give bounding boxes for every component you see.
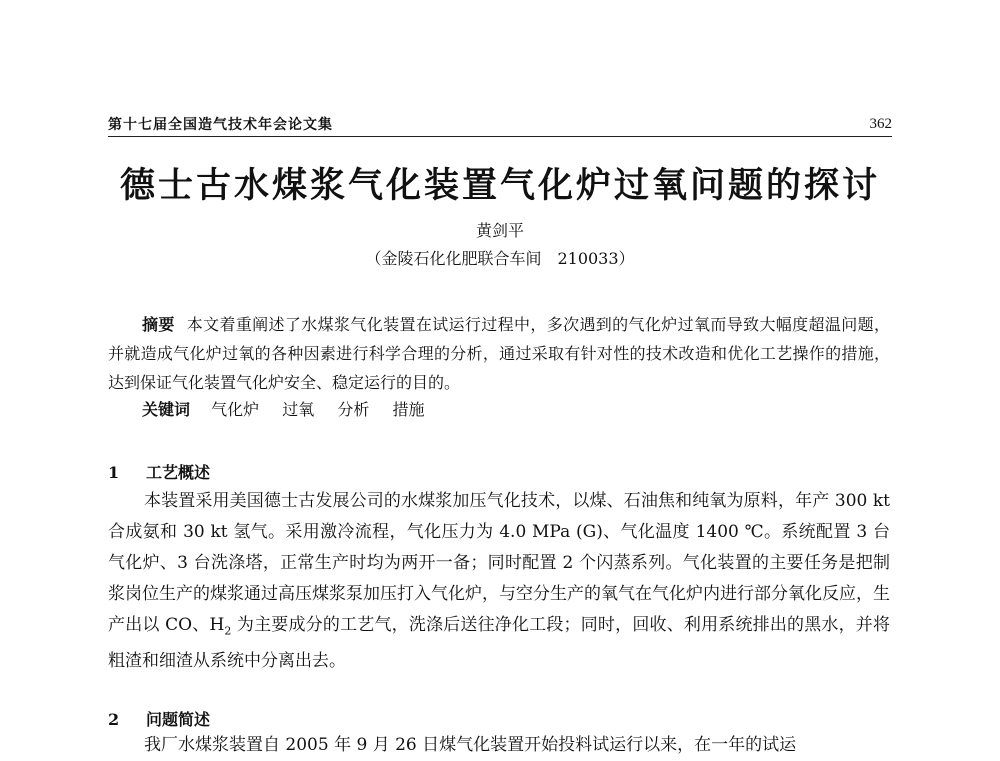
- paragraph-text: 为主要成分的工艺气，洗涤后送往净化工段；同时，回收、利用系统排出的黑水，并将粗渣和细渣从系统中分离出去。: [108, 615, 890, 672]
- section-heading-1: [108, 460, 210, 483]
- section-2-paragraph: 我厂水煤浆装置自 2005 年 9 月 26 日煤气化装置开始投料试运行以来，在一年的试运: [144, 735, 797, 755]
- section-heading-2: [108, 707, 210, 730]
- page-number: 362: [869, 116, 892, 132]
- proceedings-title: 第十七届全国造气技术年会论文集: [108, 117, 333, 133]
- abstract: [108, 310, 890, 397]
- paragraph-text: 本装置采用美国德士古发展公司的水煤浆加压气化技术，以煤、石油焦和纯氧为原料，年产 300 kt 合成氨和 30 kt 氢气。采用激冷流程，气化压力为 4.0 MPa (G)、气化温度 1400 ℃。系统配置 3 台气化炉、3 台洗涤塔，正常生产时均为两开一备；同时配置 2 个闪蒸系列。气化装置的主要任务是把制浆岗位生产的煤浆通过高压煤浆泵加压打入气化炉，与空分生产的氧气在气化炉内进行部分氧化反应，生产出以 CO、H: [108, 491, 890, 635]
- section-title: 问题简述: [146, 710, 211, 729]
- keywords-label: 关键词: [142, 400, 191, 419]
- keyword: 过氧: [282, 400, 315, 419]
- section-1-paragraph: [108, 486, 890, 677]
- keyword: 措施: [392, 400, 425, 419]
- section-number: 1: [108, 463, 120, 482]
- keywords: [142, 397, 890, 423]
- running-header: [108, 112, 892, 137]
- section-number: 2: [108, 710, 120, 729]
- author-affiliation: （金陵石化化肥联合车间 210033）: [365, 249, 635, 268]
- subscript: 2: [224, 624, 232, 638]
- section-title: 工艺概述: [146, 463, 211, 482]
- abstract-label: 摘要: [142, 315, 175, 334]
- paper-title: 德士古水煤浆气化装置气化炉过氧问题的探讨: [119, 165, 880, 206]
- author-name: 黄剑平: [475, 221, 524, 240]
- keyword: 气化炉: [211, 400, 260, 419]
- abstract-text: 本文着重阐述了水煤浆气化装置在试运行过程中，多次遇到的气化炉过氧而导致大幅度超温问题，并就造成气化炉过氧的各种因素进行科学合理的分析，通过采取有针对性的技术改造和优化工艺操作的措施，达到保证气化装置气化炉安全、稳定运行的目的。: [108, 315, 890, 392]
- keyword: 分析: [337, 400, 370, 419]
